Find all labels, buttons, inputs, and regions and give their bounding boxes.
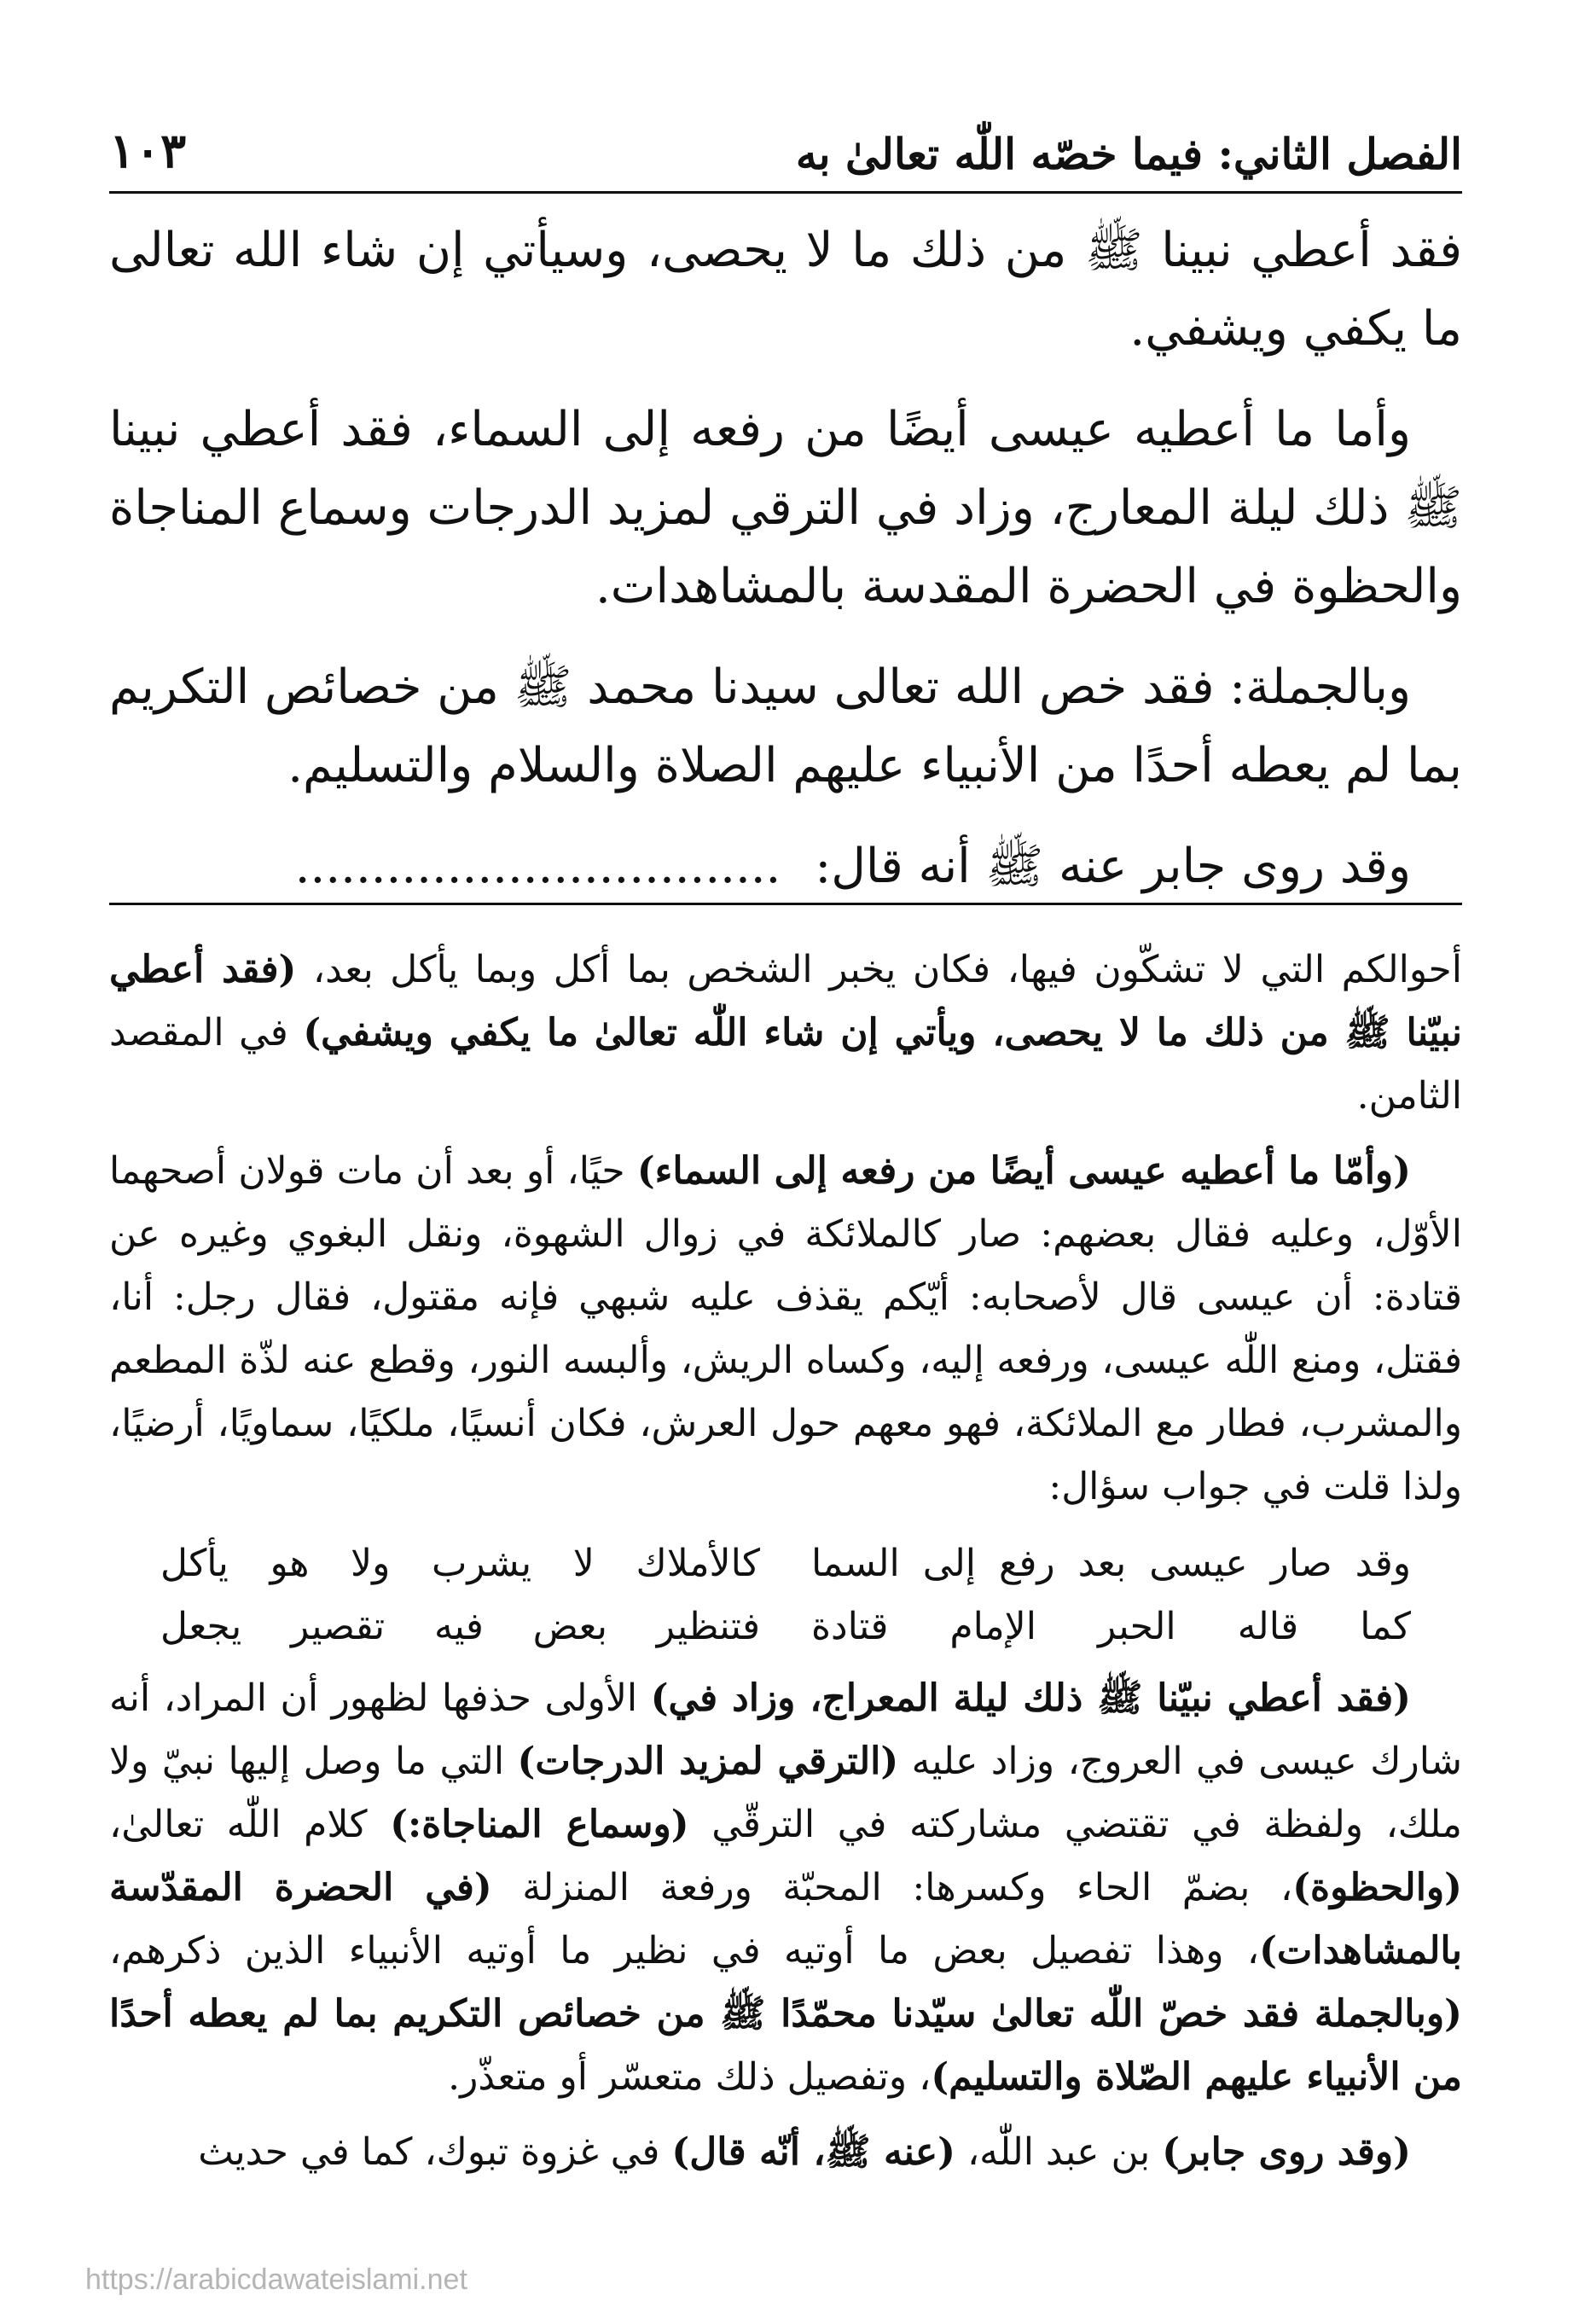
main-text-paragraph: وأما ما أعطيه عيسى أيضًا من رفعه إلى السماء، فقد أعطي نبينا ﷺ ذلك ليلة المعارج، وزاد في الترقي لمزيد الدرجات وسماع المناجاة والحظوة في الحضرة المقدسة بالمشاهدات. <box>109 402 1462 614</box>
commentary-paragraph <box>109 2121 1462 2184</box>
plain-text: بن عبد اللّٰه، <box>955 2130 1163 2174</box>
watermark-url: https://arabicdawateislami.net <box>85 2263 467 2296</box>
quoted-text: (وقد روى جابر) <box>1162 2130 1411 2174</box>
poem-hemistich: فتنظير بعض فيه تقصير يجعل <box>160 1605 760 1648</box>
plain-text: ، بضمّ الحاء وكسرها: المحبّة ورفعة المنزلة <box>491 1866 1293 1909</box>
quoted-text: (فقد أعطي نبيّنا ﷺ من ذلك ما لا يحصى، ويأتي إن شاء اللّٰه تعالىٰ ما يكفي ويشفي) <box>109 948 1463 1055</box>
footnote-divider <box>109 903 1462 905</box>
commentary-paragraph <box>109 1667 1462 2109</box>
ellipsis-dots: ................................ <box>294 839 781 894</box>
plain-text: أحوالكم التي لا تشكّون فيها، فكان يخبر الشخص بما أكل وبما يأكل بعد، <box>296 948 1462 991</box>
plain-text: الأولى حذفها لظهور أن المراد، أنه شارك عيسى في العروج، وزاد عليه <box>109 1676 1462 1783</box>
commentary-paragraph <box>109 1140 1462 1519</box>
quoted-text: (الترقي لمزيد الدرجات) <box>517 1740 899 1783</box>
plain-text: في غزوة تبوك، كما في حديث <box>198 2130 672 2174</box>
quoted-text: (وسماع المناجاة:) <box>390 1803 689 1846</box>
poem-verse <box>160 1595 1411 1659</box>
poem-hemistich: كالأملاك لا يشرب ولا هو يأكل <box>160 1542 760 1585</box>
commentary-text <box>109 938 1462 2196</box>
chapter-title: الفصل الثاني: فيما خصّه اللّٰه تعالىٰ به <box>795 129 1462 179</box>
main-text-line: وقد روى جابر عنه ﷺ أنه قال: <box>815 839 1411 894</box>
poem-verse <box>160 1532 1411 1595</box>
page-header <box>109 102 1462 194</box>
page-number: ١٠٣ <box>109 123 187 179</box>
plain-text: في المقصد الثامن. <box>109 1011 1462 1118</box>
main-text-paragraph: وبالجملة: فقد خص الله تعالى سيدنا محمد ﷺ من خصائص التكريم بما لم يعطه أحدًا من الأنبياء عليهم الصلاة والسلام والتسليم. <box>109 659 1462 793</box>
poem-hemistich: وقد صار عيسى بعد رفع إلى السما <box>811 1542 1411 1585</box>
commentary-paragraph <box>109 938 1462 1128</box>
quoted-text: (عنه ﷺ، أنّه قال) <box>671 2130 955 2174</box>
main-text <box>109 212 1462 928</box>
poem <box>160 1532 1411 1659</box>
quoted-text: (وبالجملة فقد خصّ اللّٰه تعالىٰ سيّدنا محمّدًا ﷺ من خصائص التكريم بما لم يعطه أحدًا من الأنبياء عليهم الصّلاة والتسليم) <box>109 1992 1462 2099</box>
poem-hemistich: كما قاله الحبر الإمام قتادة <box>811 1605 1411 1648</box>
plain-text: كلام اللّٰه تعالىٰ، <box>109 1803 391 1846</box>
plain-text: التي ما وصل إليها نبيّ ولا ملك، ولفظة في تقتضي مشاركته في الترقّي <box>109 1740 1463 1846</box>
plain-text: ، وهذا تفصيل بعض ما أوتيه في نظير ما أوتيه الأنبياء الذين ذكرهم، <box>109 1929 1260 1972</box>
quoted-text: (والحظوة) <box>1292 1866 1462 1909</box>
plain-text: حيًا، أو بعد أن مات قولان أصحهما الأوّل، وعليه فقال بعضهم: صار كالملائكة في زوال الشهوة، ونقل البغوي وغيره عن قتادة: أن عيسى قال لأصحابه: أيّكم يقذف عليه شبهي فإنه مقتول، فقال رجل: أنا، فقتل، ومنع اللّٰه عيسى، ورفعه إليه، وكساه الريش، وألبسه النور، وقطع عنه لذّة المطعم والمشرب، فطار مع الملائكة، فهو معهم حول العرش، فكان أنسيًا، ملكيًا، سماويًا، أرضيًا، ولذا قلت في جواب سؤال: <box>109 1149 1462 1508</box>
plain-text: ، وتفصيل ذلك متعسّر أو متعذّر. <box>448 2055 932 2099</box>
quoted-text: (في الحضرة المقدّسة بالمشاهدات) <box>109 1866 1462 1972</box>
main-text-paragraph: فقد أعطي نبينا ﷺ من ذلك ما لا يحصى، وسيأتي إن شاء الله تعالى ما يكفي ويشفي. <box>109 223 1462 357</box>
main-text-paragraph <box>109 828 1462 906</box>
quoted-text: (فقد أعطي نبيّنا ﷺ ذلك ليلة المعراج، وزاد في) <box>650 1676 1411 1720</box>
quoted-text: (وأمّا ما أعطيه عيسى أيضًا من رفعه إلى السماء) <box>636 1149 1412 1193</box>
